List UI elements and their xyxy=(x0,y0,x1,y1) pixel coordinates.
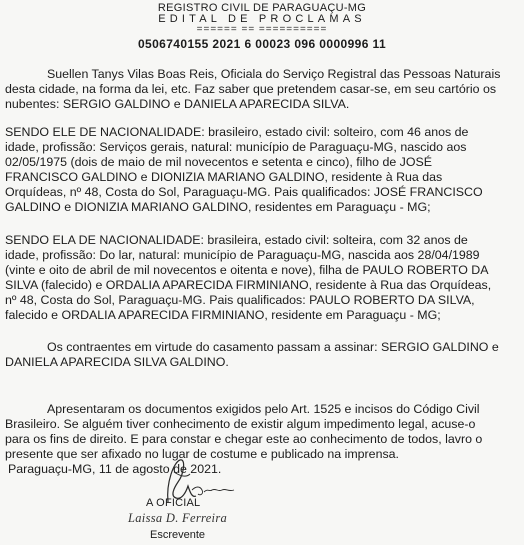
intro-line: nubentes: SERGIO GALDINO e DANIELA APARECIDA SILVA. xyxy=(5,97,350,111)
closing-paragraph xyxy=(5,402,517,462)
title-underline: ====== == ========== xyxy=(196,24,328,35)
registry-title: REGISTRO CIVIL DE PARAGUAÇU-MG xyxy=(157,2,367,14)
bride-line: (vinte e oito de abril de mil novecentos e oitenta e nove), filha de PAULO ROBERTO DA xyxy=(5,263,489,277)
place-date: Paraguaçu-MG, 11 de agosto de 2021. xyxy=(8,462,222,476)
signer-role: A OFICIAL xyxy=(146,497,201,509)
groom-line: SENDO ELE DE NACIONALIDADE: brasileiro, estado civil: solteiro, com 46 anos de xyxy=(5,125,469,139)
signing-line: DANIELA APARECIDA SILVA GALDINO. xyxy=(5,355,229,369)
closing-line: para os fins de direito. E para constar e chegar este ao conhecimento de todos, lavro o xyxy=(5,432,483,446)
signer-title: Escrevente xyxy=(150,529,206,541)
bride-line: SENDO ELA DE NACIONALIDADE: brasileira, estado civil: solteira, com 32 anos de xyxy=(5,233,468,247)
groom-line: GALDINO e DIONIZIA MARIANO GALDINO, residentes em Paraguaçu - MG; xyxy=(5,200,431,214)
signing-line: Os contraentes em virtude do casamento passam a assinar: SERGIO GALDINO e xyxy=(47,340,499,354)
groom-paragraph xyxy=(5,125,517,215)
protocol-number: 0506740155 2021 6 00023 096 0000996 11 xyxy=(137,37,387,51)
signer-name: Laissa D. Ferreira xyxy=(128,511,228,525)
bride-line: falecido e ORDALIA APARECIDA FIRMINIANO, residente em Paraguaçu - MG; xyxy=(5,308,441,322)
signing-paragraph xyxy=(5,340,517,370)
bride-line: nº 48, Costa do Sol, Paraguaçu-MG. Pais qualificados: PAULO ROBERTO DA SILVA, xyxy=(5,293,475,307)
closing-line: presente que ser afixado no lugar de costume e publicado na imprensa. xyxy=(5,447,399,461)
closing-line: Apresentaram os documentos exigidos pelo Art. 1525 e incisos do Código Civil xyxy=(47,402,480,416)
intro-line: Suellen Tanys Vilas Boas Reis, Oficiala do Serviço Registral das Pessoas Naturais xyxy=(47,67,501,81)
bride-line: SILVA (falecido) e ORDALIA APARECIDA FIRMINIANO, residente à Rua das Orquídeas, xyxy=(5,278,492,292)
groom-line: 02/05/1975 (dois de maio de mil novecentos e setenta e cinco), filho de JOSÉ xyxy=(5,155,433,169)
edital-title: EDITAL DE PROCLAMAS xyxy=(158,13,366,25)
bride-line: idade, profissão: Do lar, natural: município de Paraguaçu-MG, nascida aos 28/04/1989 xyxy=(5,248,480,262)
bride-paragraph xyxy=(5,233,517,323)
groom-line: idade, profissão: Serviços gerais, natural: município de Paraguaçu-MG, nascido aos xyxy=(5,140,467,154)
intro-line: desta cidade, na forma da lei, etc. Faz saber que pretendem casar-se, em seu cartório os xyxy=(5,82,497,96)
groom-line: Orquídeas, nº 48, Costa do Sol, Paraguaçu-MG. Pais qualificados: JOSÉ FRANCISCO xyxy=(5,185,483,199)
groom-line: FRANCISCO GALDINO e DIONIZIA MARIANO GALDINO, residente à Rua das xyxy=(5,170,443,184)
intro-paragraph xyxy=(5,67,517,112)
closing-line: Brasileiro. Se alguém tiver conhecimento de existir algum impedimento legal, acuse-o xyxy=(5,417,476,431)
